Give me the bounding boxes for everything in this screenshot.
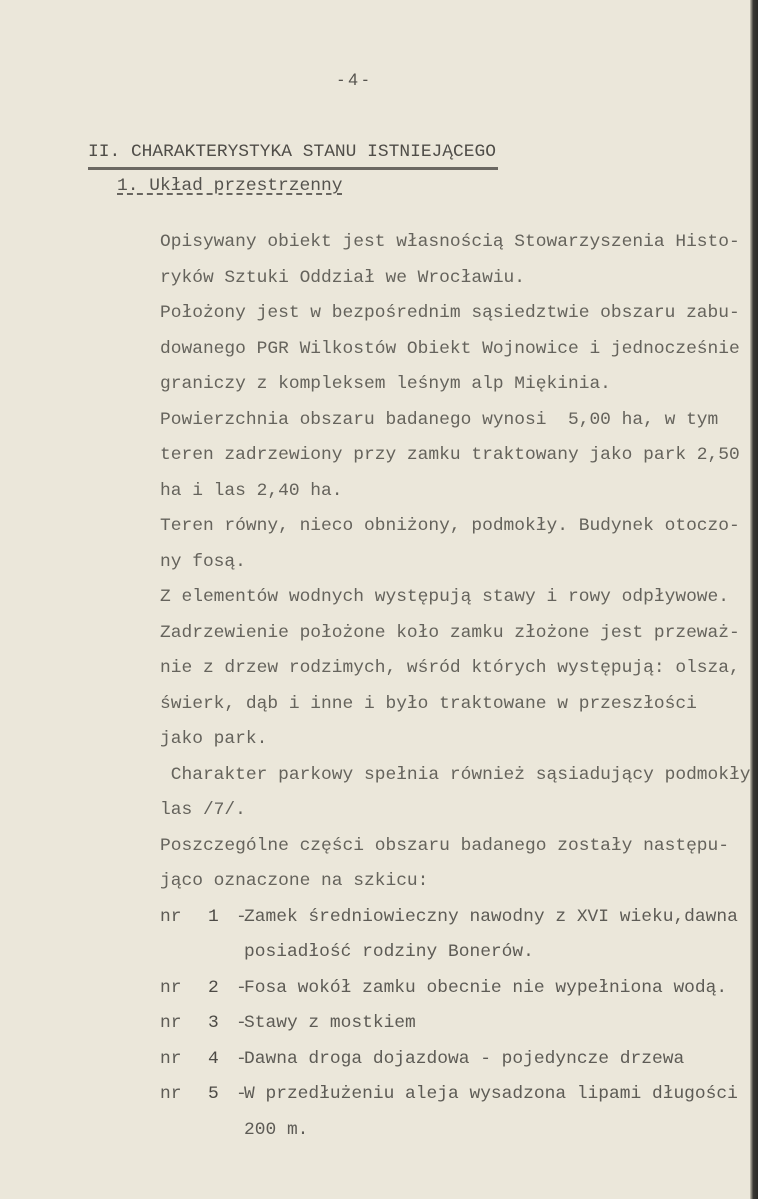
list-item-continuation: 200 m. [244,1119,309,1140]
list-item-text: Zamek średniowieczny nawodny z XVI wieku,dawna [244,906,738,927]
body-line: Teren równy, nieco obniżony, podmokły. Budynek otoczo- [160,516,740,536]
body-line: nie z drzew rodzimych, wśród których występują: olsza, [160,658,740,678]
list-item-dash: - [236,1048,247,1069]
list-item-text: Fosa wokół zamku obecnie nie wypełniona wodą. [244,977,728,998]
list-item-number: 5 [208,1084,219,1104]
list-item-text: Dawna droga dojazdowa - pojedyncze drzewa [244,1048,685,1069]
list-item-prefix: nr [160,977,182,998]
body-line: jako park. [160,729,268,749]
subsection-heading: 1. Układ przestrzenny [117,176,343,196]
body-line: Poszczególne części obszaru badanego zostały następu- [160,835,730,856]
list-item-number: 1 [208,906,219,927]
list-item-dash: - [236,1013,247,1033]
body-line: Położony jest w bezpośrednim sąsiedztwie obszaru zabu- [160,303,740,323]
list-item-dash: - [236,906,247,927]
body-line: świerk, dąb i inne i było traktowane w przeszłości [160,693,697,714]
list-item-dash: - [236,1084,247,1104]
body-line: Zadrzewienie położone koło zamku złożone jest przeważ- [160,622,740,643]
body-line: graniczy z kompleksem leśnym alp Miękinia. [160,374,611,394]
body-line: jąco oznaczone na szkicu: [160,871,429,891]
list-item-dash: - [236,977,247,998]
list-item-number: 4 [208,1048,219,1069]
heading-underline [88,167,498,170]
body-line: ryków Sztuki Oddział we Wrocławiu. [160,267,526,288]
list-item-text: Stawy z mostkiem [244,1013,416,1033]
list-item-prefix: nr [160,1084,182,1104]
body-line: dowanego PGR Wilkostów Obiekt Wojnowice i jednocześnie [160,338,740,359]
list-item-prefix: nr [160,906,182,927]
list-item-number: 2 [208,977,219,998]
section-heading: II. CHARAKTERYSTYKA STANU ISTNIEJĄCEGO [88,142,496,162]
body-line: Powierzchnia obszaru badanego wynosi 5,00 ha, w tym [160,409,719,430]
list-item-text: W przedłużeniu aleja wysadzona lipami długości [244,1084,738,1104]
body-line: teren zadrzewiony przy zamku traktowany jako park 2,50 [160,445,740,465]
body-line: Charakter parkowy spełnia również sąsiadujący podmokły [160,764,751,785]
page-number: - 4 - [338,70,369,89]
body-line: Opisywany obiekt jest własnością Stowarzyszenia Histo- [160,232,740,252]
list-item-prefix: nr [160,1048,182,1069]
list-item-continuation: posiadłość rodziny Bonerów. [244,942,534,962]
list-item-prefix: nr [160,1013,182,1033]
body-line: ny fosą. [160,551,246,572]
body-line: Z elementów wodnych występują stawy i rowy odpływowe. [160,587,730,607]
page-edge [750,0,758,1199]
body-line: ha i las 2,40 ha. [160,480,343,501]
list-item-number: 3 [208,1013,219,1033]
body-line: las /7/. [160,800,246,820]
